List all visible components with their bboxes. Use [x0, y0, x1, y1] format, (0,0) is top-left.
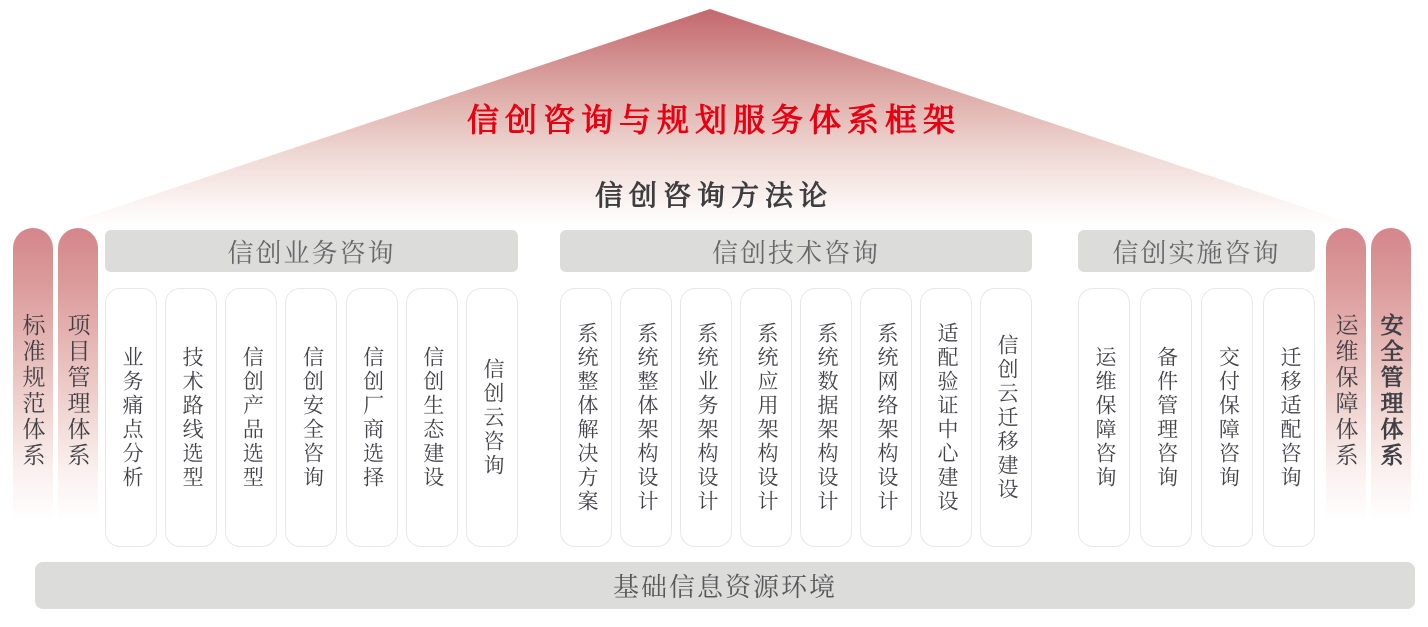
item-label: 信创厂商选择	[360, 345, 384, 490]
item-label: 业务痛点分析	[120, 345, 143, 490]
item-label: 信创生态建设	[420, 345, 444, 490]
pillar-label: 项目管理体系	[64, 313, 91, 469]
group-header-technology-consulting: 信创技术咨询	[560, 230, 1032, 272]
item-label: 系统业务架构设计	[695, 321, 718, 514]
item-pill	[560, 288, 612, 547]
item-pill	[680, 288, 732, 547]
item-pill	[860, 288, 912, 547]
item-label: 运维保障咨询	[1093, 345, 1116, 490]
item-label: 信创云迁移建设	[995, 333, 1018, 502]
methodology-subtitle: 信创咨询方法论	[594, 180, 833, 211]
item-pill	[1140, 288, 1192, 547]
item-pill	[466, 288, 518, 547]
item-pill	[406, 288, 458, 547]
item-label: 迁移适配咨询	[1277, 345, 1301, 490]
foundation-bar: 基础信息资源环境	[35, 562, 1415, 609]
group-business-items	[105, 288, 518, 547]
diagram-title: 信创咨询与规划服务体系框架	[466, 102, 961, 138]
pillar-label: 标准规范体系	[19, 313, 46, 469]
group-header-implementation-consulting: 信创实施咨询	[1078, 230, 1315, 272]
item-label: 系统数据架构设计	[815, 321, 838, 514]
group-header-business-consulting: 信创业务咨询	[105, 230, 518, 272]
item-label: 系统整体架构设计	[635, 321, 658, 514]
item-pill	[346, 288, 398, 547]
item-pill	[920, 288, 972, 547]
item-pill	[105, 288, 157, 547]
item-label: 备件管理咨询	[1154, 345, 1178, 490]
pillar-security-management-system	[1371, 228, 1411, 554]
item-label: 系统应用架构设计	[755, 321, 778, 514]
item-pill	[740, 288, 792, 547]
group-technology-items	[560, 288, 1032, 547]
item-label: 交付保障咨询	[1216, 345, 1240, 490]
item-label: 系统整体解决方案	[575, 321, 598, 514]
pillar-label: 安全管理体系	[1377, 313, 1404, 469]
pillar-project-management-system	[58, 228, 98, 554]
pillar-operations-assurance-system	[1326, 228, 1366, 554]
pillar-label: 运维保障体系	[1332, 313, 1359, 469]
group-implementation-items	[1078, 288, 1315, 547]
item-pill	[165, 288, 217, 547]
item-label: 信创云咨询	[480, 357, 504, 478]
item-pill	[285, 288, 337, 547]
item-pill	[1078, 288, 1130, 547]
item-label: 技术路线选型	[180, 345, 204, 490]
item-pill	[1201, 288, 1253, 547]
item-pill	[620, 288, 672, 547]
item-pill	[1263, 288, 1315, 547]
item-pill	[800, 288, 852, 547]
item-label: 信创产品选型	[240, 345, 264, 490]
item-label: 信创安全咨询	[300, 345, 324, 490]
item-label: 适配验证中心建设	[935, 321, 958, 514]
item-label: 系统网络架构设计	[875, 321, 898, 514]
pillar-standards-system	[13, 228, 53, 554]
item-pill	[980, 288, 1032, 547]
item-pill	[225, 288, 277, 547]
